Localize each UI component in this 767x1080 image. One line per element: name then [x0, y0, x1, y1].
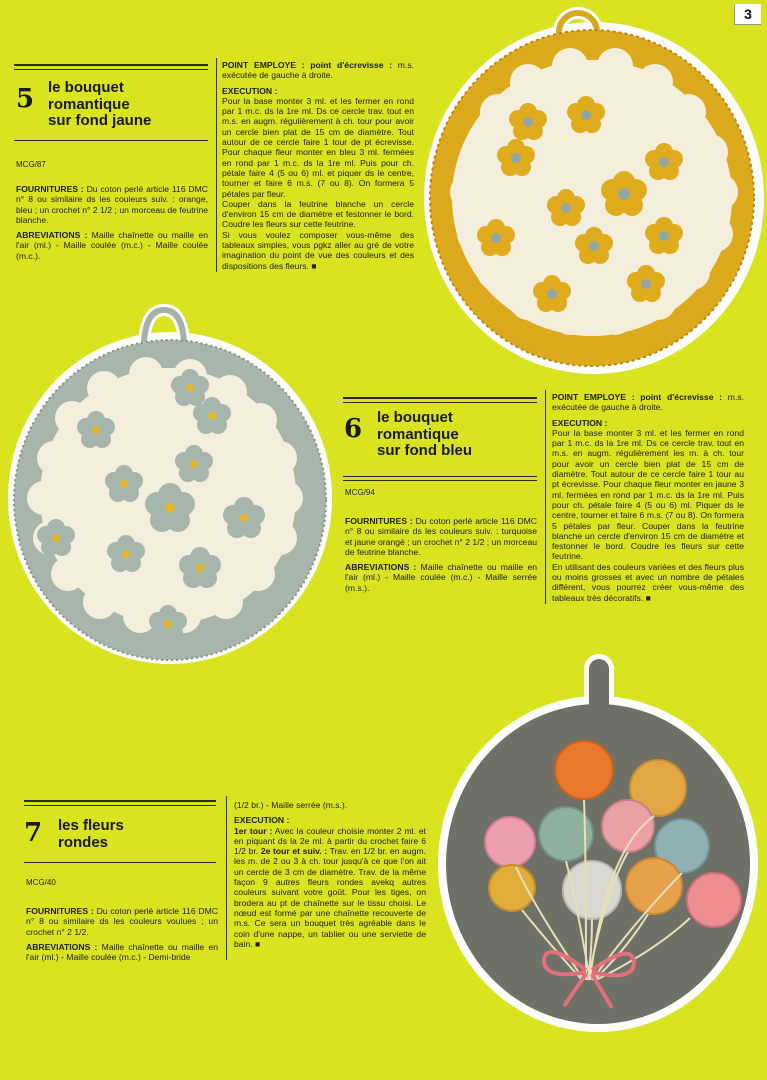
- column-divider: [226, 796, 227, 960]
- column-divider: [216, 58, 217, 272]
- stitch-text: m.s. exécutée de gauche à droite.: [222, 60, 415, 81]
- rule: [343, 480, 537, 481]
- supplies-label: FOURNITURES :: [26, 906, 94, 916]
- execution-text: Pour la base monter 3 ml. et les fermer en rond par 1 m.c. ds la 1re ml. Ds ce cercle trav. tout en m.s. en augm. régulièrement à ch. tour pour avoir un cercle bien plat de 15 cm de diamètre. Tout autour de ce cercle faire 1 tour de pt écrevisse. Pour chaque fleur monter en bleu 3 ml. fermées en rond par 1 m.c. ds la 1re ml. Puis pour ch. pétale faire 4 (5 ou 6) ml. et piquer ds le centre, tourner et faire 6 m.s. (7 ou 8). On formera 5 pétales par fleur.: [222, 95, 414, 199]
- title-line: romantique: [377, 425, 459, 443]
- blue-potholder-photo: [4, 298, 334, 670]
- pattern-title: [48, 80, 151, 130]
- rule: [14, 64, 208, 66]
- rule: [343, 402, 537, 403]
- page-number: 3: [734, 4, 761, 25]
- abbreviations-label: ABREVIATIONS :: [16, 230, 88, 241]
- title-line: rondes: [58, 833, 109, 851]
- supplies-label: FOURNITURES :: [16, 184, 84, 194]
- rule: [14, 140, 208, 141]
- round-2-label: 2e tour et suiv. :: [260, 846, 328, 857]
- rule: [24, 862, 216, 863]
- pattern-title: [377, 410, 472, 460]
- execution-text: Si vous voulez composer vous-même des tableaux simples, vous pgkz aller au gré de votre imagination du point de vue des couleurs et des dispositions des fleurs.: [222, 229, 414, 271]
- round-2-text: Trav. en 1/2 br. en augm. les m. de 2 ou 3 à ch. tour jusqu'à ce que l'on ait un cercle de 3 cm de diamètre. Trav. de la même façon 9 autres fleurs rondes avekq autres couleurs suivant votre goût. Pour les tiges, on brodera au pt de chaînette sur le tissu choisi. Le nœud est formé par une chaînette recouverte de m.s. Ce sera un bouquet très agréable dans le coin d'une nappe, un tablier ou une serviette de bain.: [234, 846, 427, 949]
- execution-label: EXECUTION :: [552, 417, 608, 428]
- abbreviations-text: Maille chaînette ou maille en l'air (ml.) - Maille coulée (m.c.) - Maille serrée (m.s.).: [345, 562, 537, 593]
- pattern-ref: MCG/40: [26, 878, 56, 887]
- pattern-title: [58, 818, 124, 851]
- pattern-ref: MCG/87: [16, 160, 46, 169]
- supplies-block: [26, 906, 218, 967]
- abbreviations-label: ABREVIATIONS :: [26, 941, 98, 952]
- supplies-label: FOURNITURES :: [345, 516, 413, 526]
- execution-label: EXECUTION :: [234, 815, 290, 826]
- abbreviations-continued: (1/2 br.) - Maille serrée (m.s.).: [234, 800, 348, 810]
- pattern-number: 5: [16, 84, 35, 114]
- execution-text: Pour la base monter 3 ml. et les fermer en rond par 1 m.c. ds la 1re ml. Ds ce cercle trav. tout en m.s. en augm. régulièrement les m. à ch. tour pour avoir un cercle bien plat de 15 cm de diamètre. Tout autour de ce cercle faire 1 tour au pt écrevisse. Pour chaque fleur monter en jaune 3 ml. fermées en rond par 1 m.c. ds la 1re ml. Puis pour ch. pétale faire 4 (5 ou 6) ml. Piquer ds le centre, tourner et faire 6 m.s. (7 ou 8). On formera 5 pétales par fleur. Couper dans la feutrine blanche un cercle d'environ 15 cm de diamètre et festonner le bord. Coudre les fleurs sur cette feutrine.: [552, 427, 744, 562]
- stitch-label: POINT EMPLOYE : point d'écrevisse :: [222, 60, 393, 70]
- pattern-number: 6: [344, 414, 363, 444]
- round-1-text: Avec la couleur choisie monter 2 ml. et en piquant ds la 2e ml. à partir du crochet faire 6 1/2 br.: [234, 825, 426, 857]
- abbreviations-text: Maille chaînette ou maille en l'air (ml.) - Maille coulée (m.c.) - Demi-bride: [26, 941, 218, 963]
- title-line: les fleurs: [58, 817, 124, 834]
- round-1-label: 1er tour :: [234, 825, 273, 836]
- rule: [24, 800, 216, 802]
- rule: [14, 69, 208, 70]
- round-flowers-potholder-photo: [436, 650, 762, 1034]
- instructions-block: POINT EMPLOYE : point d'écrevisse : m.s. exécutée de gauche à droite. EXECUTION : Pour la base monter 3 ml. et les fermer en rond par 1 m.c. ds la 1re ml. Ds ce cercle trav. tout en m.s. en augm. régulièrement les m. à ch. tour pour avoir un cercle bien plat de 15 cm de diamètre. Tout autour de ce cercle faire 1 tour au pt écrevisse. Pour chaque fleur monter en jaune 3 ml. fermées en rond par 1 m.c. ds la 1re ml. Puis pour ch. pétale faire 4 (5 ou 6) ml. Piquer ds le centre, tourner et faire 6 m.s. (7 ou 8). On formera 5 pétales par fleur. Couper dans la feutrine blanche un cercle d'environ 15 cm de diamètre et festonner le bord. Coudre les fleurs sur cette feutrine. En utilisant des couleurs variées et des fleurs plus ou moins grosses et avec un nombre de pétales différent, vous pourrez créer vous-même des tableaux très décoratifs. ■: [552, 392, 745, 603]
- execution-label: EXECUTION :: [222, 85, 278, 96]
- abbreviations-label: ABREVIATIONS :: [345, 562, 417, 573]
- supplies-text: Du coton perlé article 116 DMC n° 8 ou similaire ds les couleurs voulues ; un crochet n° 2 1/2.: [26, 906, 218, 937]
- stitch-label: POINT EMPLOYE : point d'écrevisse :: [552, 392, 723, 402]
- rule: [343, 476, 537, 477]
- stitch-text: m.s. exécutée de gauche à droite.: [552, 392, 745, 413]
- rule: [24, 805, 216, 806]
- title-line: romantique: [48, 95, 130, 113]
- abbreviations-text: Maille chaînette ou maille en l'air (ml.) - Maille coulée (m.c.) - Maille coulée (m.c.).: [16, 230, 208, 261]
- rule: [343, 397, 537, 399]
- title-line: sur fond bleu: [377, 442, 472, 459]
- execution-text: Couper dans la feutrine blanche un cercle d'environ 15 cm de diamètre et festonner le bord. Coudre les fleurs sur cette feutrine.: [222, 198, 414, 230]
- title-line: le bouquet: [377, 409, 453, 426]
- supplies-block: [16, 184, 208, 266]
- supplies-text: Du coton perlé article 116 DMC n° 8 ou similaire ds les couleurs suiv. : orange, bleu ; un crochet n° 2 1/2 ; un morceau de feutrine blanche.: [16, 184, 208, 225]
- supplies-block: [345, 516, 537, 598]
- column-divider: [545, 390, 546, 604]
- yellow-potholder-photo: [420, 2, 765, 380]
- title-line: sur fond jaune: [48, 112, 152, 129]
- execution-text: En utilisant des couleurs variées et des fleurs plus ou moins grosses et avec un nombre de pétales différent, vous pourrez créer vous-même des tableaux très décoratifs.: [552, 561, 744, 603]
- pattern-number: 7: [24, 818, 43, 848]
- pattern-ref: MCG/94: [345, 488, 375, 497]
- supplies-text: Du coton perlé article 116 DMC n° 8 ou similaire ds les couleurs suiv. : turquoise et jaune orangé ; un crochet n° 2 1/2 ; un morceau de feutrine blanche.: [345, 516, 537, 557]
- title-line: le bouquet: [48, 79, 124, 96]
- instructions-block: (1/2 br.) - Maille serrée (m.s.). EXECUTION : 1er tour : Avec la couleur choisie monter 2 ml. et en piquant ds la 2e ml. à partir du crochet faire 6 1/2 br. 2e tour et suiv. : Trav. en 1/2 br. en augm. les m. de 2 ou 3 à ch. tour jusqu'à ce que l'on ait un cercle de 3 cm de diamètre. Trav. de la même façon 9 autres fleurs rondes avekq autres couleurs suivant votre goût. Pour les tiges, on brodera au pt de chaînette sur le tissu choisi. Le nœud est formé par une chaînette recouverte de m.s. Ce sera un bouquet très agréable dans le coin d'une nappe, un tablier ou une serviette de bain. ■: [234, 800, 427, 949]
- instructions-block: POINT EMPLOYE : point d'écrevisse : m.s. exécutée de gauche à droite. EXECUTION : Pour la base monter 3 ml. et les fermer en rond par 1 m.c. ds la 1re ml. Ds ce cercle trav. tout en m.s. en augm. régulièrement à ch. tour pour avoir un cercle bien plat de 15 cm de diamètre. Tout autour de ce cercle faire 1 tour de pt écrevisse. Pour chaque fleur monter en bleu 3 ml. fermées en rond par 1 m.c. ds la 1re ml. Puis pour ch. pétale faire 4 (5 ou 6) ml. et piquer ds le centre, tourner et faire 6 m.s. (7 ou 8). On formera 5 pétales par fleur. Couper dans la feutrine blanche un cercle d'environ 15 cm de diamètre et festonner le bord. Coudre les fleurs sur cette feutrine. Si vous voulez composer vous-même des tableaux simples, vous pgkz aller au gré de votre imagination du point de vue des couleurs et des dispositions des fleurs. ■: [222, 60, 415, 271]
